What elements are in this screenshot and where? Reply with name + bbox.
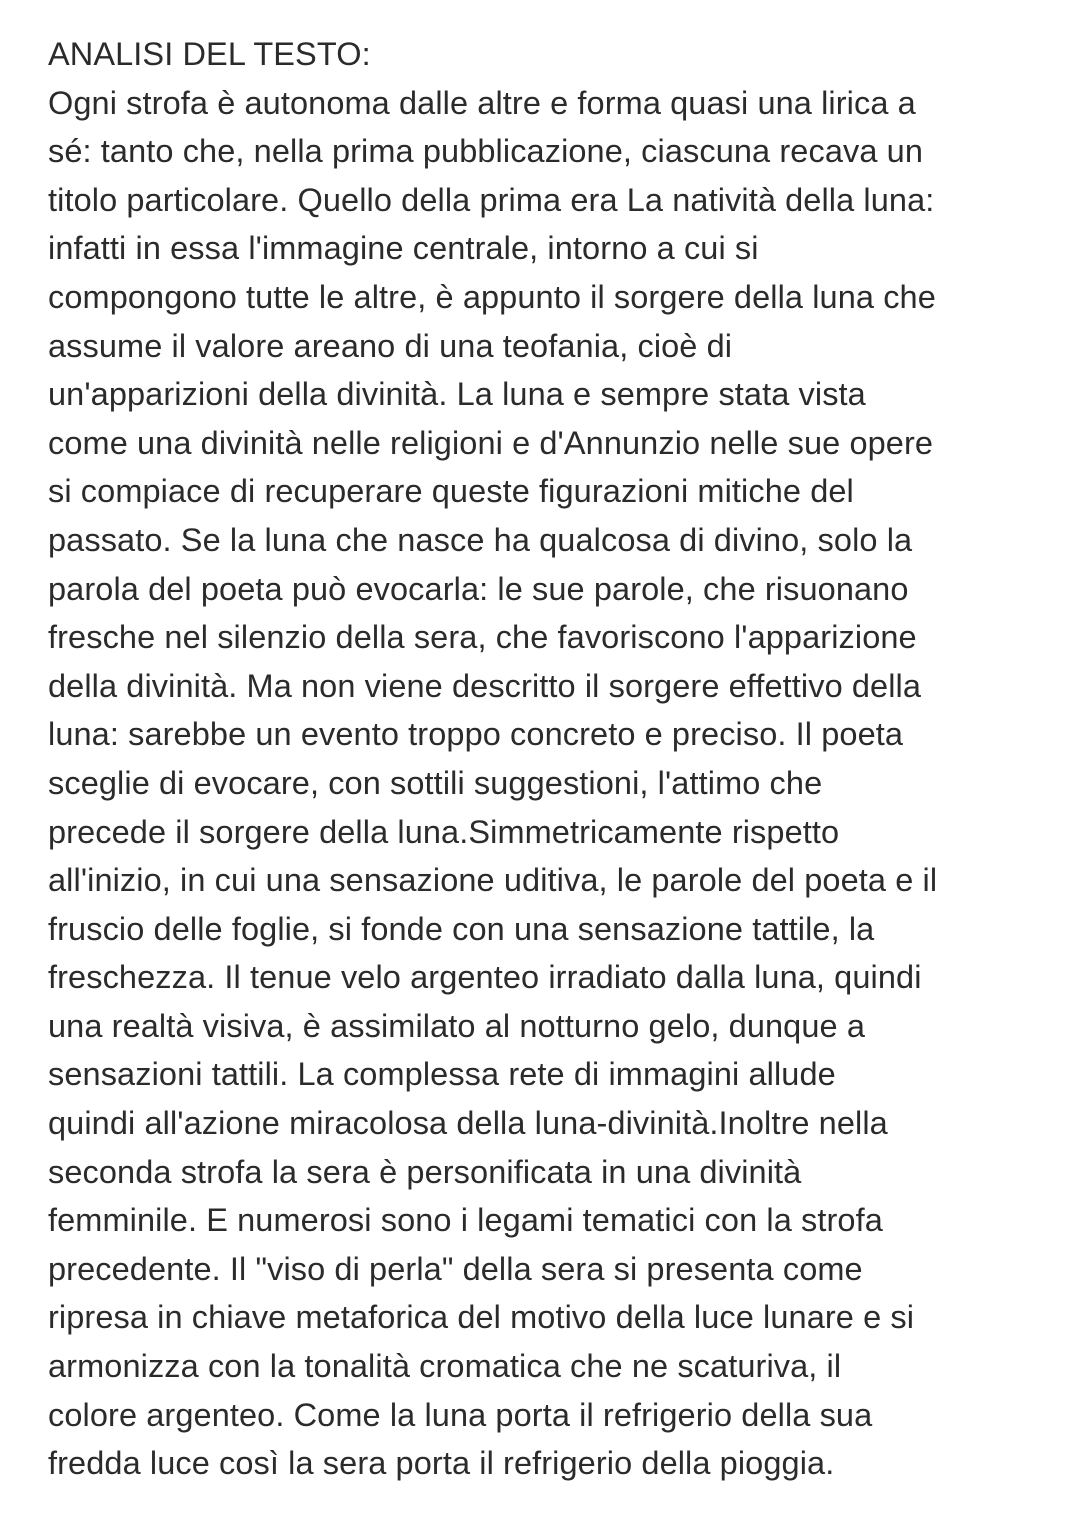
text-line: ripresa in chiave metaforica del motivo della luce lunare e si xyxy=(48,1299,915,1336)
text-line: Ogni strofa è autonoma dalle altre e forma quasi una lirica a xyxy=(48,84,916,121)
text-line: un'apparizioni della divinità. La luna e sempre stata vista xyxy=(48,376,866,413)
text-line: una realtà visiva, è assimilato al notturno gelo, dunque a xyxy=(48,1007,865,1044)
text-line: luna: sarebbe un evento troppo concreto e preciso. Il poeta xyxy=(48,716,904,753)
text-line: compongono tutte le altre, è appunto il sorgere della luna che xyxy=(48,278,936,315)
text-line: si compiace di recuperare queste figurazioni mitiche del xyxy=(48,473,854,510)
text-line: armonizza con la tonalità cromatica che ne scaturiva, il xyxy=(48,1348,842,1385)
text-line: assume il valore areano di una teofania, cioè di xyxy=(48,327,733,364)
text-line: seconda strofa la sera è personificata in una divinità xyxy=(48,1153,802,1190)
text-line: freschezza. Il tenue velo argenteo irradiato dalla luna, quindi xyxy=(48,959,922,996)
text-line: sé: tanto che, nella prima pubblicazione, ciascuna recava un xyxy=(48,133,923,170)
text-line: fresche nel silenzio della sera, che favoriscono l'apparizione xyxy=(48,619,917,656)
document-heading: ANALISI DEL TESTO: xyxy=(48,36,371,72)
document-body xyxy=(48,30,1068,1488)
text-line: precede il sorgere della luna.Simmetricamente rispetto xyxy=(48,813,840,850)
text-line: parola del poeta può evocarla: le sue parole, che risuonano xyxy=(48,570,909,607)
text-line: fredda luce così la sera porta il refrigerio della pioggia. xyxy=(48,1445,835,1482)
text-line: come una divinità nelle religioni e d'Annunzio nelle sue opere xyxy=(48,424,934,461)
text-line: quindi all'azione miracolosa della luna-divinità.Inoltre nella xyxy=(48,1105,888,1142)
text-line: precedente. Il "viso di perla" della sera si presenta come xyxy=(48,1250,863,1287)
text-line: sensazioni tattili. La complessa rete di immagini allude xyxy=(48,1056,836,1093)
text-line: femminile. E numerosi sono i legami tematici con la strofa xyxy=(48,1202,883,1239)
text-line: della divinità. Ma non viene descritto il sorgere effettivo della xyxy=(48,667,922,704)
text-line: sceglie di evocare, con sottili suggestioni, l'attimo che xyxy=(48,764,823,801)
text-line: titolo particolare. Quello della prima era La natività della luna: xyxy=(48,181,935,218)
text-line: all'inizio, in cui una sensazione uditiva, le parole del poeta e il xyxy=(48,862,938,899)
text-line: passato. Se la luna che nasce ha qualcosa di divino, solo la xyxy=(48,521,913,558)
text-line: infatti in essa l'immagine centrale, intorno a cui si xyxy=(48,230,759,267)
text-line: fruscio delle foglie, si fonde con una sensazione tattile, la xyxy=(48,910,875,947)
text-line: colore argenteo. Come la luna porta il refrigerio della sua xyxy=(48,1396,873,1433)
